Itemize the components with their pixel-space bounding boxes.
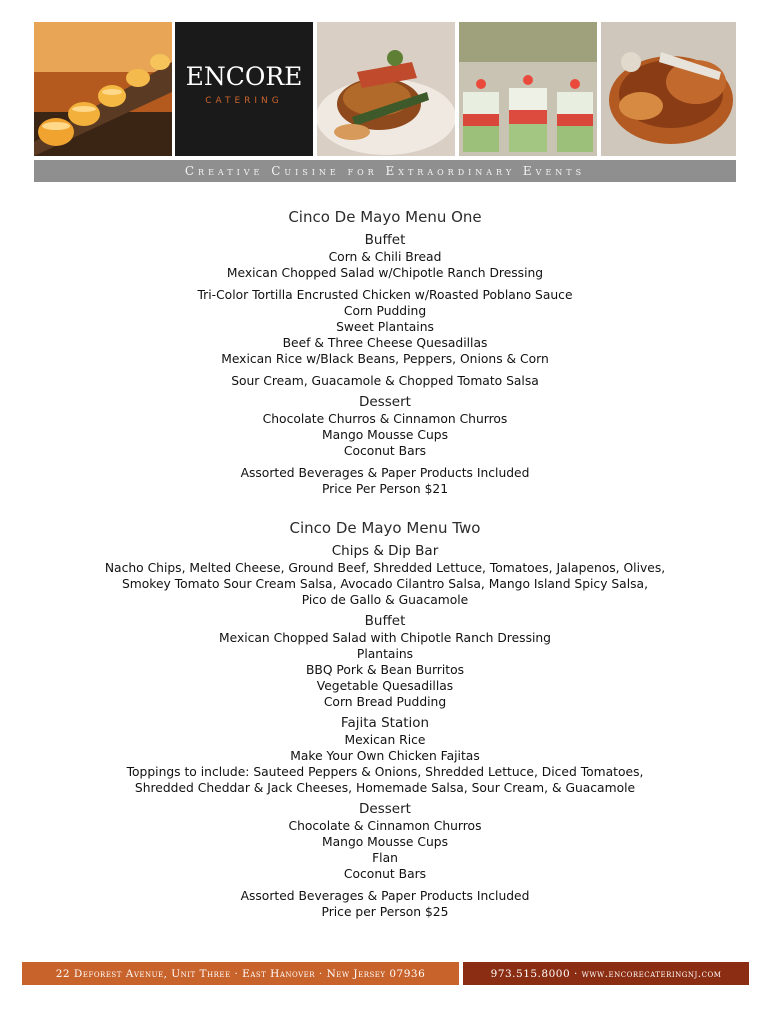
tagline: Creative Cuisine for Extraordinary Events	[184, 164, 586, 178]
menu-item: Mango Mousse Cups	[322, 428, 448, 442]
section-title-fajita: Fajita Station	[340, 715, 430, 731]
header-banner	[34, 22, 736, 160]
menu-item: Mexican Chopped Salad with Chipotle Ranch Dressing	[218, 631, 551, 645]
logo-title: ENCORE	[185, 62, 303, 91]
contact-text: 973.515.8000 · www.encorecateringnj.com	[490, 967, 722, 980]
address-text: 22 Deforest Avenue, Unit Three · East Hanover · New Jersey 07936	[55, 967, 426, 980]
crab-cake-photo	[601, 22, 736, 156]
menu-item: Shredded Cheddar & Jack Cheeses, Homemade Salsa, Sour Cream, & Guacamole	[134, 781, 636, 795]
menu-item: Plantains	[356, 647, 414, 661]
footer-bar	[22, 962, 749, 985]
menu-item: Mexican Chopped Salad w/Chipotle Ranch Dressing	[226, 266, 544, 280]
encore-logo	[175, 22, 313, 156]
menu-item: Coconut Bars	[343, 867, 427, 881]
price-per-person: Price Per Person $21	[321, 482, 449, 496]
menu-two	[0, 518, 770, 920]
mousse-cups-photo	[459, 22, 597, 156]
menu-one	[0, 207, 770, 497]
menu-item: Mexican Rice w/Black Beans, Peppers, Onions & Corn	[221, 352, 549, 366]
price-per-person: Price per Person $25	[321, 905, 449, 919]
menu-item: Coconut Bars	[343, 444, 427, 458]
menu-item: Mango Mousse Cups	[322, 835, 448, 849]
section-title-chips: Chips & Dip Bar	[331, 543, 439, 559]
menu-item: Corn & Chili Bread	[328, 250, 442, 264]
menu-item: BBQ Pork & Bean Burritos	[305, 663, 465, 677]
logo-subtitle: CATERING	[205, 96, 283, 106]
menu-item: Tri-Color Tortilla Encrusted Chicken w/Roasted Poblano Sauce	[197, 288, 573, 302]
menu-title: Cinco De Mayo Menu Two	[289, 519, 481, 537]
menu-item: Pico de Gallo & Guacamole	[301, 593, 469, 607]
beverages-note: Assorted Beverages & Paper Products Included	[240, 466, 530, 480]
menu-item: Corn Bread Pudding	[323, 695, 447, 709]
section-title-dessert: Dessert	[359, 801, 411, 817]
menu-item: Flan	[372, 851, 398, 865]
menu-item: Make Your Own Chicken Fajitas	[290, 749, 480, 763]
menu-item: Sweet Plantains	[336, 320, 434, 334]
entree-plate-photo	[317, 22, 455, 156]
menu-item: Sour Cream, Guacamole & Chopped Tomato Salsa	[231, 374, 539, 388]
menu-title: Cinco De Mayo Menu One	[288, 208, 482, 226]
menu-item: Vegetable Quesadillas	[316, 679, 454, 693]
section-title-buffet: Buffet	[364, 232, 406, 248]
menu-item: Beef & Three Cheese Quesadillas	[282, 336, 488, 350]
menu-item: Chocolate & Cinnamon Churros	[288, 819, 482, 833]
menu-item: Nacho Chips, Melted Cheese, Ground Beef, Shredded Lettuce, Tomatoes, Jalapenos, Olives,	[104, 561, 666, 575]
soup-shooters-photo	[34, 22, 172, 156]
section-title-buffet: Buffet	[364, 613, 406, 629]
menu-item: Mexican Rice	[344, 733, 426, 747]
footer-address	[22, 962, 459, 985]
menu-item: Toppings to include: Sauteed Peppers & Onions, Shredded Lettuce, Diced Tomatoes,	[126, 765, 644, 779]
menu-item: Corn Pudding	[343, 304, 427, 318]
menu-item: Smokey Tomato Sour Cream Salsa, Avocado Cilantro Salsa, Mango Island Spicy Salsa,	[121, 577, 648, 591]
footer-contact	[463, 962, 749, 985]
beverages-note: Assorted Beverages & Paper Products Included	[240, 889, 530, 903]
section-title-dessert: Dessert	[359, 394, 411, 410]
menu-item: Chocolate Churros & Cinnamon Churros	[262, 412, 508, 426]
tagline-bar	[34, 160, 736, 182]
